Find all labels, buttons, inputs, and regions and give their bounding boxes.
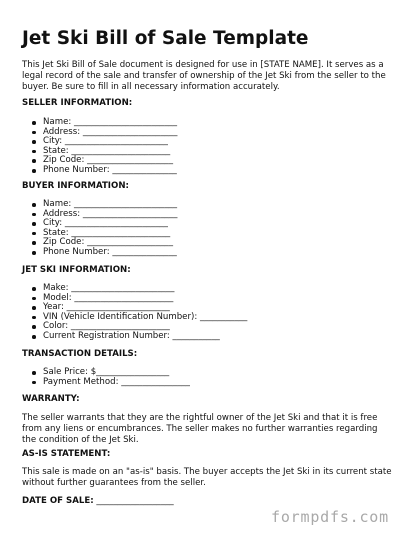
transaction-heading: TRANSACTION DETAILS:	[22, 349, 138, 359]
date-of-sale-blank[interactable]: __________________	[96, 496, 174, 506]
warranty-paragraph: The seller warrants that they are the rightful owner of the Jet Ski and that it is free from any liens or encumbrances. The seller makes no further warranties regarding the condition of the Jet Ski.	[22, 413, 378, 445]
seller-phone-field[interactable]: Phone Number: _______________	[22, 166, 177, 176]
jetski-make-field[interactable]: Make: ________________________	[22, 284, 247, 294]
seller-state-field[interactable]: State: _______________________	[22, 147, 177, 157]
seller-name-field[interactable]: Name: ________________________	[22, 118, 177, 128]
seller-heading: SELLER INFORMATION:	[22, 98, 133, 108]
payment-method-field[interactable]: Payment Method: ________________	[22, 378, 190, 388]
sale-price-field[interactable]: Sale Price: $_________________	[22, 368, 190, 378]
buyer-zip-field[interactable]: Zip Code: ____________________	[22, 238, 177, 248]
seller-zip-field[interactable]: Zip Code: ____________________	[22, 156, 177, 166]
intro-paragraph: This Jet Ski Bill of Sale document is designed for use in [STATE NAME]. It serves as a legal record of the sale and transfer of ownership of the Jet Ski from the seller to the buyer. Be sure to fill in all necessary information accurately.	[22, 60, 386, 92]
transaction-field-list	[22, 368, 190, 387]
buyer-heading: BUYER INFORMATION:	[22, 181, 129, 191]
buyer-phone-field[interactable]: Phone Number: _______________	[22, 248, 177, 258]
asis-paragraph: This sale is made on an "as-is" basis. The buyer accepts the Jet Ski in its current state without further guarantees from the seller.	[22, 467, 392, 488]
seller-address-field[interactable]: Address: ______________________	[22, 128, 177, 138]
jetski-field-list	[22, 284, 247, 342]
jetski-model-field[interactable]: Model: _______________________	[22, 294, 247, 304]
seller-city-field[interactable]: City: ________________________	[22, 137, 177, 147]
document-title: Jet Ski Bill of Sale Template	[22, 28, 309, 49]
jetski-color-field[interactable]: Color: _______________________	[22, 322, 247, 332]
buyer-name-field[interactable]: Name: ________________________	[22, 200, 177, 210]
buyer-state-field[interactable]: State: _______________________	[22, 229, 177, 239]
buyer-address-field[interactable]: Address: ______________________	[22, 210, 177, 220]
asis-heading: AS-IS STATEMENT:	[22, 449, 111, 459]
date-of-sale-label: DATE OF SALE:	[22, 496, 94, 506]
warranty-heading: WARRANTY:	[22, 394, 80, 404]
jetski-year-field[interactable]: Year: ________________________	[22, 303, 247, 313]
watermark: formpdfs.com	[271, 508, 389, 526]
jetski-registration-field[interactable]: Current Registration Number: ___________	[22, 332, 247, 342]
buyer-city-field[interactable]: City: ________________________	[22, 219, 177, 229]
seller-field-list	[22, 118, 177, 176]
buyer-field-list	[22, 200, 177, 258]
jetski-vin-field[interactable]: VIN (Vehicle Identification Number): ___________	[22, 313, 247, 323]
date-of-sale-line[interactable]	[22, 496, 174, 507]
jetski-heading: JET SKI INFORMATION:	[22, 265, 131, 275]
